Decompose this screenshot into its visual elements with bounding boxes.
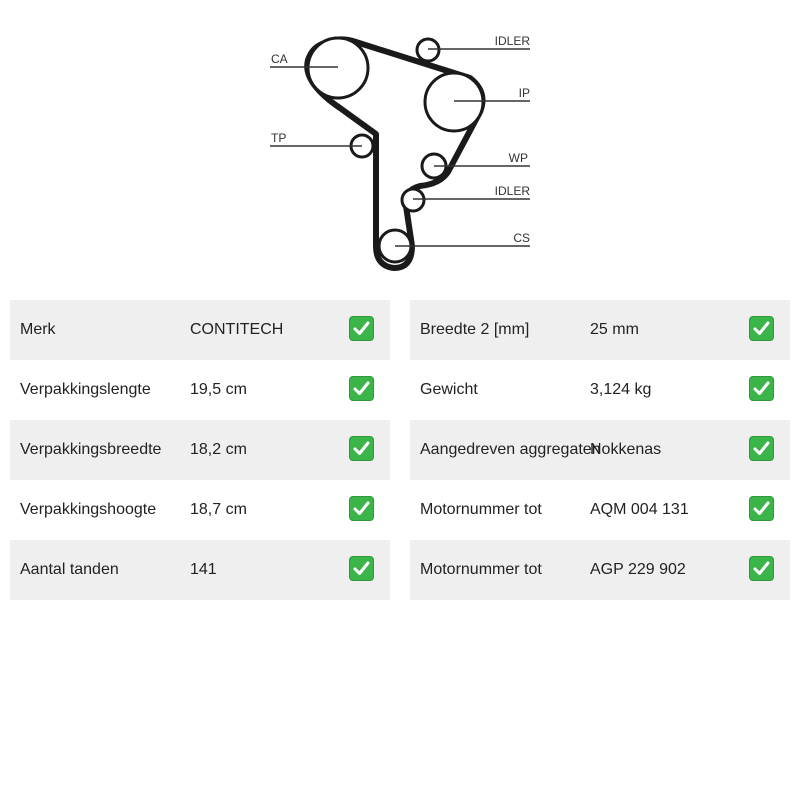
spec-value: CONTITECH [190,321,284,338]
check-mark-icon [749,496,774,521]
spec-label: Aantal tanden [20,561,119,578]
spec-row [10,480,390,540]
spec-row [410,540,790,600]
idler-pulley-top [417,39,439,61]
spec-label: Aangedreven aggregaten [420,441,601,458]
label-ca: CA [271,52,288,66]
spec-value: 18,2 cm [190,441,247,458]
spec-value: 25 mm [590,321,639,338]
label-idler-bottom: IDLER [494,184,530,198]
spec-label: Verpakkingshoogte [20,501,157,518]
spec-label: Verpakkingsbreedte [20,441,162,458]
camshaft-pulley [308,38,368,98]
check-mark-icon [749,316,774,341]
spec-label: Merk [20,321,56,338]
spec-value: 18,7 cm [190,501,247,518]
check-mark-icon [349,436,374,461]
label-idler-top: IDLER [494,34,530,48]
label-cs: CS [513,231,530,245]
spec-row [410,420,790,480]
spec-label: Motornummer tot [420,501,542,518]
spec-row [10,360,390,420]
spec-row [410,360,790,420]
spec-value: 141 [190,561,217,578]
spec-row [410,480,790,540]
check-mark-icon [349,316,374,341]
spec-value: Nokkenas [590,441,662,458]
check-mark-icon [749,376,774,401]
label-ip: IP [518,86,530,100]
spec-table-left [10,300,390,600]
spec-row [410,300,790,360]
spec-value: 19,5 cm [190,381,247,398]
spec-table-right [410,300,790,600]
label-tp: TP [271,131,287,145]
check-mark-icon [349,556,374,581]
timing-belt-diagram [0,0,800,290]
spec-value: AGP 229 902 [590,561,686,578]
spec-value: AQM 004 131 [590,501,689,518]
spec-row [10,420,390,480]
spec-label: Gewicht [420,381,478,398]
check-mark-icon [349,496,374,521]
spec-row [10,540,390,600]
check-mark-icon [749,556,774,581]
label-wp: WP [508,151,528,165]
spec-row [10,300,390,360]
injection-pump-pulley [425,73,483,131]
check-mark-icon [349,376,374,401]
idler-pulley-bottom [402,189,424,211]
spec-label: Breedte 2 [mm] [420,321,530,338]
check-mark-icon [749,436,774,461]
spec-label: Motornummer tot [420,561,542,578]
spec-label: Verpakkingslengte [20,381,151,398]
spec-value: 3,124 kg [590,381,652,398]
